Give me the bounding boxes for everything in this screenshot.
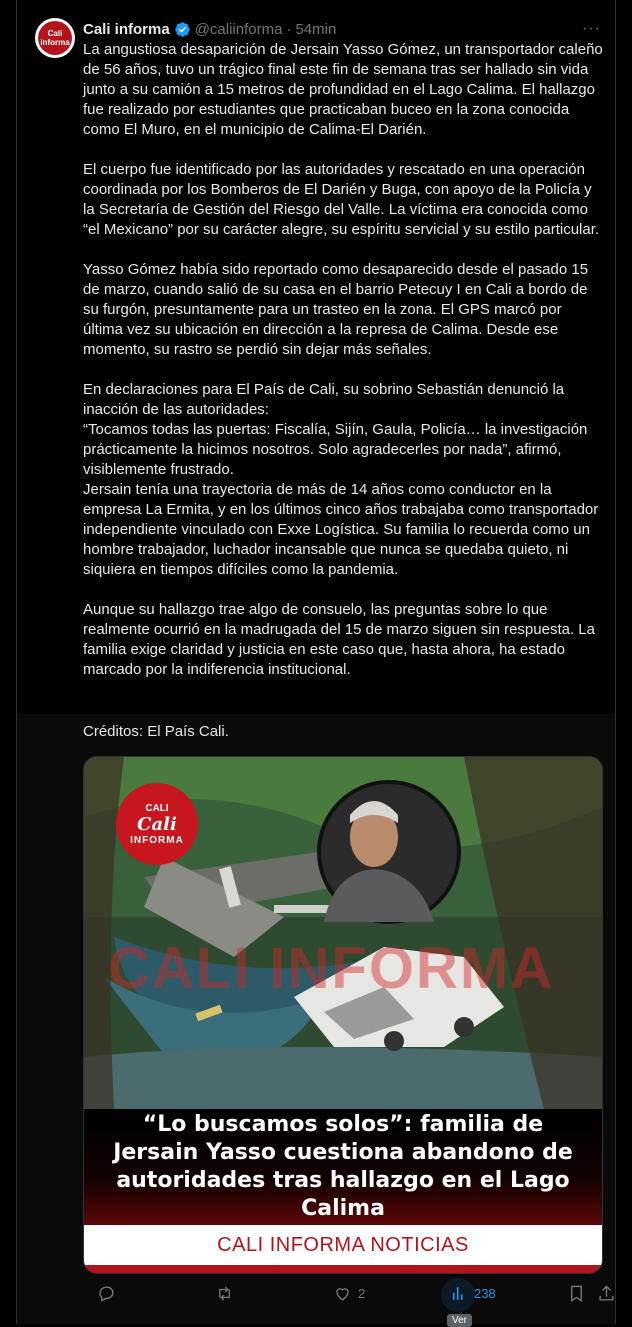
timeline-column xyxy=(16,0,616,1324)
avatar-logo: Cali informa xyxy=(38,21,72,55)
author-handle[interactable]: @caliinforma xyxy=(194,20,283,38)
news-bar: CALI INFORMA NOTICIAS xyxy=(84,1225,602,1265)
tweet-paragraph: Aunque su hallazgo trae algo de consuelo, las preguntas sobre lo que realmente ocurrió en la madrugada del 15 de marzo siguen sin respuesta. La familia exige claridad y justicia en este caso que, hasta ahora, ha estado marcado por la indiferencia institucional. xyxy=(83,601,595,678)
red-strip xyxy=(84,1265,602,1273)
views-count: 238 xyxy=(474,1286,496,1301)
views-icon xyxy=(449,1284,468,1303)
author-name[interactable]: Cali informa xyxy=(83,20,170,38)
logo-top-text: CALI xyxy=(145,802,169,814)
image-headline-text: “Lo buscamos solos”: familia de Jersain Yasso cuestiona abandono de autoridades tras hallazgo en el Lago Calima xyxy=(113,1112,573,1221)
cali-informa-logo xyxy=(116,783,198,865)
like-icon xyxy=(333,1284,352,1303)
like-button[interactable] xyxy=(333,1284,365,1303)
bookmark-icon xyxy=(567,1284,586,1303)
separator: · xyxy=(286,20,292,38)
tweet-header xyxy=(83,18,336,40)
views-tooltip: Ver xyxy=(447,1314,472,1327)
image-headline xyxy=(84,1109,602,1225)
tweet-text xyxy=(83,40,603,700)
bookmark-button[interactable] xyxy=(567,1284,586,1303)
tweet-paragraph: La angustiosa desaparición de Jersain Yasso Gómez, un transportador caleño de 56 años, tuvo un trágico final este fin de semana tras ser hallado sin vida junto a su camión a 15 metros de profundidad en el Lago Calima. El hallazgo fue realizado por estudiantes que practicaban buceo en la zona conocida como El Muro, en el municipio de Calima-El Darién. xyxy=(83,41,603,138)
reply-icon xyxy=(97,1284,116,1303)
views-button[interactable] xyxy=(449,1284,496,1303)
timestamp[interactable]: 54min xyxy=(295,20,337,38)
more-icon[interactable]: ··· xyxy=(582,20,601,37)
retweet-button[interactable] xyxy=(215,1284,240,1303)
tweet-image[interactable] xyxy=(83,756,603,1274)
action-bar xyxy=(83,1280,617,1310)
tweet-paragraph: En declaraciones para El País de Cali, su sobrino Sebastián denunció la inacción de las autoridades: “Tocamos todas las puertas: Fiscalía, Sijín, Gaula, Policía… la investigación prácticamente la hicimos nosotros. Solo agradecerles por nada”, afirmó, visiblemente frustrado. Jersain tenía una trayectoria de más de 14 años como conductor en la empresa La Ermita, y en los últimos cinco años trabajaba como transportador independiente vinculado con Exxe Logística. Su familia lo recuerda como un hombre trabajador, luchador incansable que nunca se quedaba quieto, ni siquiera en tiempos difíciles como la pandemia. xyxy=(83,381,599,578)
tweet-paragraph: Yasso Gómez había sido reportado como desaparecido desde el pasado 15 de marzo, cuando salió de su casa en el barrio Petecuy I en Cali a bordo de su furgón, presuntamente para un trasteo en la zona. El GPS marcó por última vez su ubicación en dirección a la represa de Calima. Desde ese momento, su rastro se perdió sin dejar más señales. xyxy=(83,261,589,358)
logo-bottom-text: INFORMA xyxy=(130,834,184,846)
share-icon xyxy=(597,1284,616,1303)
tweet-paragraph: El cuerpo fue identificado por las autoridades y rescatado en una operación coordinada por los Bomberos de El Darién y Buga, con apoyo de la Policía y la Secretaría de Gestión del Riesgo del Valle. La víctima era conocida como “el Mexicano” por su carácter alegre, su espíritu servicial y su estilo particular. xyxy=(83,161,600,238)
like-count: 2 xyxy=(358,1286,366,1301)
watermark: CALI INFORMA xyxy=(108,936,555,1001)
share-button[interactable] xyxy=(597,1284,616,1303)
logo-script-text: Cali xyxy=(137,813,177,835)
retweet-icon xyxy=(215,1284,234,1303)
verified-badge-icon xyxy=(174,21,191,38)
credits-text: Créditos: El País Cali. xyxy=(83,723,229,740)
reply-button[interactable] xyxy=(97,1284,122,1303)
avatar[interactable] xyxy=(35,18,75,58)
